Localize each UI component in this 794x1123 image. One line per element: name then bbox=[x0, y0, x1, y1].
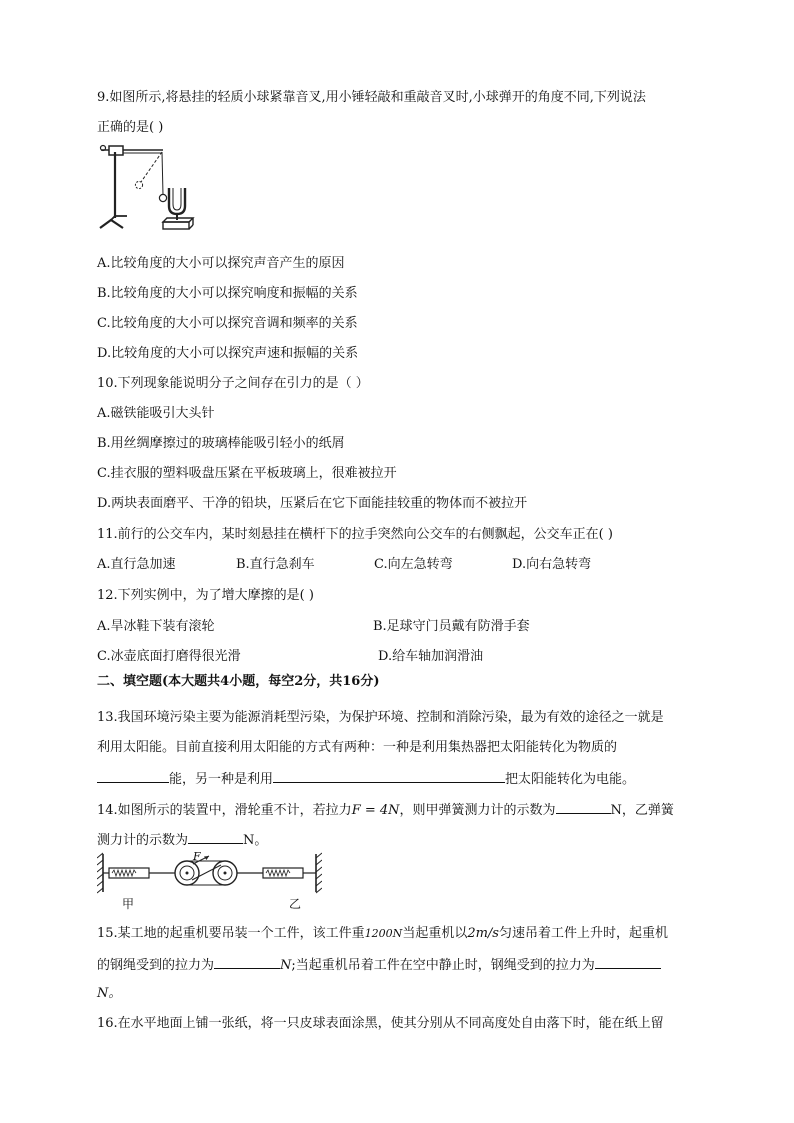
q14-formula: F = 4N bbox=[351, 803, 400, 818]
q11-option-d: D.向右急转弯 bbox=[512, 557, 592, 572]
q12-stem: 12.下列实例中，为了增大摩擦的是( ) bbox=[97, 588, 314, 603]
q9-option-a: A.比较角度的大小可以探究声音产生的原因 bbox=[97, 256, 345, 271]
q14-blank-2[interactable] bbox=[188, 829, 243, 844]
q15-weight: 1200N bbox=[364, 927, 403, 940]
q13-line3-end: 把太阳能转化为电能。 bbox=[505, 772, 636, 787]
pulley-figure bbox=[97, 852, 322, 896]
q14-line1-a: 14.如图所示的装置中，滑轮重不计，若拉力 bbox=[97, 803, 352, 818]
q15-line2 bbox=[97, 954, 661, 976]
q15-line2-a: 的钢绳受到的拉力为 bbox=[97, 958, 215, 973]
q14-fig-label-force: F bbox=[193, 850, 201, 863]
q9-option-c: C.比较角度的大小可以探究音调和频率的关系 bbox=[97, 316, 358, 331]
q14-line1-c: N，乙弹簧 bbox=[610, 803, 674, 818]
q15-line1-a: 15.某工地的起重机要吊装一个工件，该工件重 bbox=[97, 926, 365, 941]
q11-option-a: A.直行急加速 bbox=[97, 557, 176, 572]
q10-option-b: B.用丝绸摩擦过的玻璃棒能吸引轻小的纸屑 bbox=[97, 436, 345, 451]
q14-blank-1[interactable] bbox=[556, 799, 611, 814]
q15-line3: N。 bbox=[97, 986, 122, 1001]
q13-line3 bbox=[97, 768, 635, 790]
q15-line2-b: ;当起重机吊着工件在空中静止时，钢绳受到的拉力为 bbox=[291, 958, 595, 973]
q15-blank-2[interactable] bbox=[595, 954, 661, 969]
q14-line1 bbox=[97, 799, 674, 821]
q12-option-d: D.给车轴加润滑油 bbox=[378, 649, 484, 664]
q14-fig-label-right: 乙 bbox=[289, 897, 302, 911]
q10-option-d: D.两块表面磨平、干净的铅块，压紧后在它下面能挂较重的物体而不被拉开 bbox=[97, 496, 528, 511]
q13-blank-1[interactable] bbox=[97, 768, 169, 783]
q12-option-b: B.足球守门员戴有防滑手套 bbox=[373, 619, 530, 634]
q12-option-c: C.冰壶底面打磨得很光滑 bbox=[97, 649, 241, 664]
q14-line2 bbox=[97, 829, 267, 851]
q16-line1: 16.在水平地面上铺一张纸，将一只皮球表面涂黑，使其分别从不同高度处自由落下时，能在纸上留 bbox=[97, 1016, 664, 1031]
q14-line1-b: ，则甲弹簧测力计的示数为 bbox=[399, 803, 556, 818]
q13-line2: 利用太阳能。目前直接利用太阳能的方式有两种：一种是利用集热器把太阳能转化为物质的 bbox=[97, 740, 618, 755]
q15-line1-b: 当起重机以 bbox=[402, 926, 468, 941]
q10-stem: 10.下列现象能说明分子之间存在引力的是（ ） bbox=[97, 376, 369, 391]
q9-option-d: D.比较角度的大小可以探究声速和振幅的关系 bbox=[97, 346, 359, 361]
q9-stem-line2: 正确的是( ) bbox=[97, 120, 164, 135]
section-2-title: 二、填空题(本大题共4小题，每空2分，共16分) bbox=[97, 674, 380, 689]
q13-blank-2[interactable] bbox=[273, 768, 505, 783]
q11-option-b: B.直行急刹车 bbox=[236, 557, 315, 572]
q14-fig-label-left: 甲 bbox=[122, 897, 135, 911]
q10-option-a: A.磁铁能吸引大头针 bbox=[97, 406, 215, 421]
q9-option-b: B.比较角度的大小可以探究响度和振幅的关系 bbox=[97, 286, 358, 301]
q14-line2-a: 测力计的示数为 bbox=[97, 833, 189, 848]
q15-blank-1[interactable] bbox=[214, 954, 280, 969]
q11-stem: 11.前行的公交车内，某时刻悬挂在横杆下的拉手突然向公交车的右侧飘起，公交车正在( ) bbox=[97, 527, 613, 542]
tuning-fork-figure bbox=[97, 140, 202, 232]
q9-stem-line1: 9.如图所示,将悬挂的轻质小球紧靠音叉,用小锤轻敲和重敲音叉时,小球弹开的角度不同,下列说法 bbox=[97, 90, 646, 105]
q15-unit-n: N bbox=[280, 958, 292, 973]
q11-option-c: C.向左急转弯 bbox=[374, 557, 453, 572]
q10-option-c: C.挂衣服的塑料吸盘压紧在平板玻璃上，很难被拉开 bbox=[97, 466, 397, 481]
q13-line1: 13.我国环境污染主要为能源消耗型污染，为保护环境、控制和消除污染，最为有效的途径之一就是 bbox=[97, 710, 664, 725]
q15-line1-c: 匀速吊着工件上升时，起重机 bbox=[498, 926, 668, 941]
q12-option-a: A.旱冰鞋下装有滚轮 bbox=[97, 619, 215, 634]
q15-speed: 2m/s bbox=[467, 926, 499, 941]
q14-line2-b: N。 bbox=[243, 833, 268, 848]
q15-line1 bbox=[97, 924, 668, 944]
q13-line3-mid: 能，另一种是利用 bbox=[169, 772, 274, 787]
